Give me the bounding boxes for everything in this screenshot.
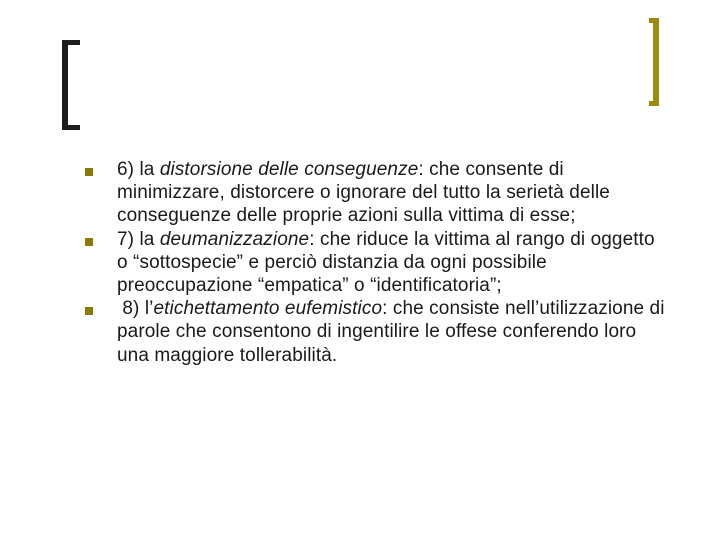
bullet-text [117, 229, 655, 296]
bullet-description: : che consiste nell’utilizzazione di parole che consentono di ingentilire le offese conferendo loro una maggiore tollerabilità. [117, 298, 665, 366]
bullet-term: deumanizzazione [159, 228, 310, 250]
right-bracket-bottom [649, 101, 659, 106]
bullet-item-8 [85, 297, 665, 367]
bullet-list [85, 158, 665, 367]
bullet-description: : che consente di minimizzare, distorcere o ignorare del tutto la serietà delle conseguenze delle proprie azioni sulla vittima di esse; [117, 159, 610, 227]
left-bracket-vertical [62, 40, 68, 130]
square-bullet-icon [85, 238, 93, 246]
left-bracket-top [62, 40, 80, 45]
bullet-text [117, 159, 610, 226]
right-bracket-top [649, 18, 659, 23]
bullet-number: 8) l’ [117, 298, 154, 320]
bullet-description: : che riduce la vittima al rango di oggetto o “sottospecie” e perciò distanzia da ogni possibile preoccupazione “empatica” o “identificatoria”; [117, 228, 655, 297]
square-bullet-icon [85, 307, 93, 315]
bullet-item-7 [85, 228, 665, 298]
bullet-term: distorsione delle conseguenze [159, 159, 419, 180]
square-bullet-icon [85, 168, 93, 176]
right-bracket-vertical [653, 18, 659, 106]
bullet-term: etichettamento eufemistico [153, 298, 383, 320]
bullet-text [117, 298, 665, 365]
bullet-number: 7) la [117, 228, 160, 250]
bullet-number: 6) la [117, 159, 160, 180]
left-bracket-bottom [62, 125, 80, 130]
bullet-item-6 [85, 158, 665, 228]
